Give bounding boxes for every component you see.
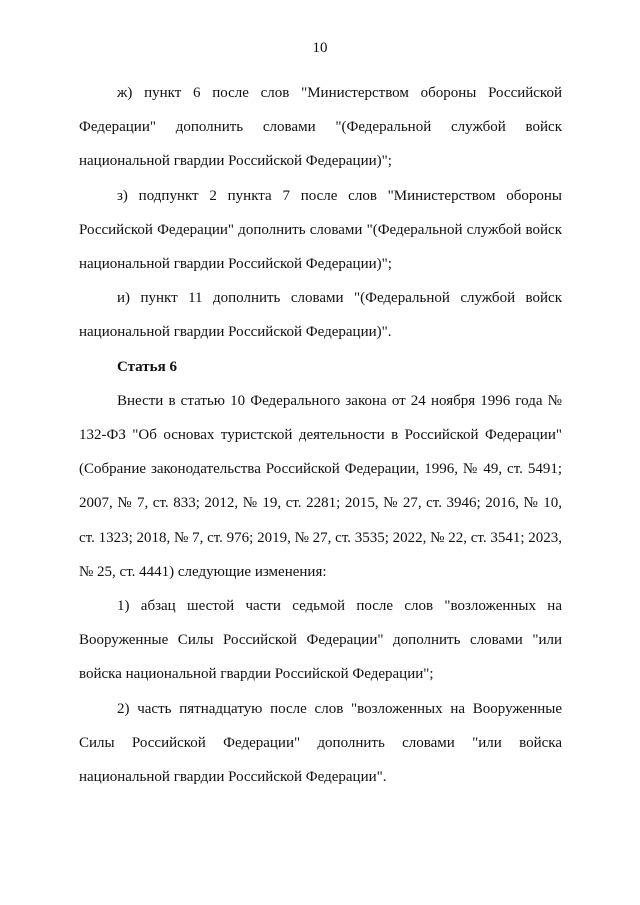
document-body <box>79 76 562 794</box>
paragraph-zh: ж) пункт 6 после слов "Министерством обороны Российской Федерации" дополнить словами "(Федеральной службой войск национальной гвардии Российской Федерации)"; <box>79 85 562 170</box>
article-heading: Статья 6 <box>117 358 177 375</box>
paragraph-i: и) пункт 11 дополнить словами "(Федеральной службой войск национальной гвардии Российской Федерации)". <box>79 290 562 341</box>
paragraph-item-1: 1) абзац шестой части седьмой после слов "возложенных на Вооруженные Силы Российской Федерации" дополнить словами "или войска национальной гвардии Российской Федерации"; <box>79 598 562 683</box>
page-number: 10 <box>312 40 328 56</box>
paragraph-intro: Внести в статью 10 Федерального закона от 24 ноября 1996 года № 132-ФЗ "Об основах туристской деятельности в Российской Федерации" (Собрание законодательства Российской Федерации, 1996, № 49, ст. 5491; 2007, № 7, ст. 833; 2012, № 19, ст. 2281; 2015, № 27, ст. 3946; 2016, № 10, ст. 1323; 2018, № 7, ст. 976; 2019, № 27, ст. 3535; 2022, № 22, ст. 3541; 2023, № 25, ст. 4441) следующие изменения: <box>79 392 562 580</box>
paragraph-item-2: 2) часть пятнадцатую после слов "возложенных на Вооруженные Силы Российской Федерации" дополнить словами "или войска национальной гвардии Российской Федерации". <box>79 700 562 786</box>
paragraph-z: з) подпункт 2 пункта 7 после слов "Министерством обороны Российской Федерации" дополнить словами "(Федеральной службой войск национальной гвардии Российской Федерации)"; <box>79 187 562 273</box>
